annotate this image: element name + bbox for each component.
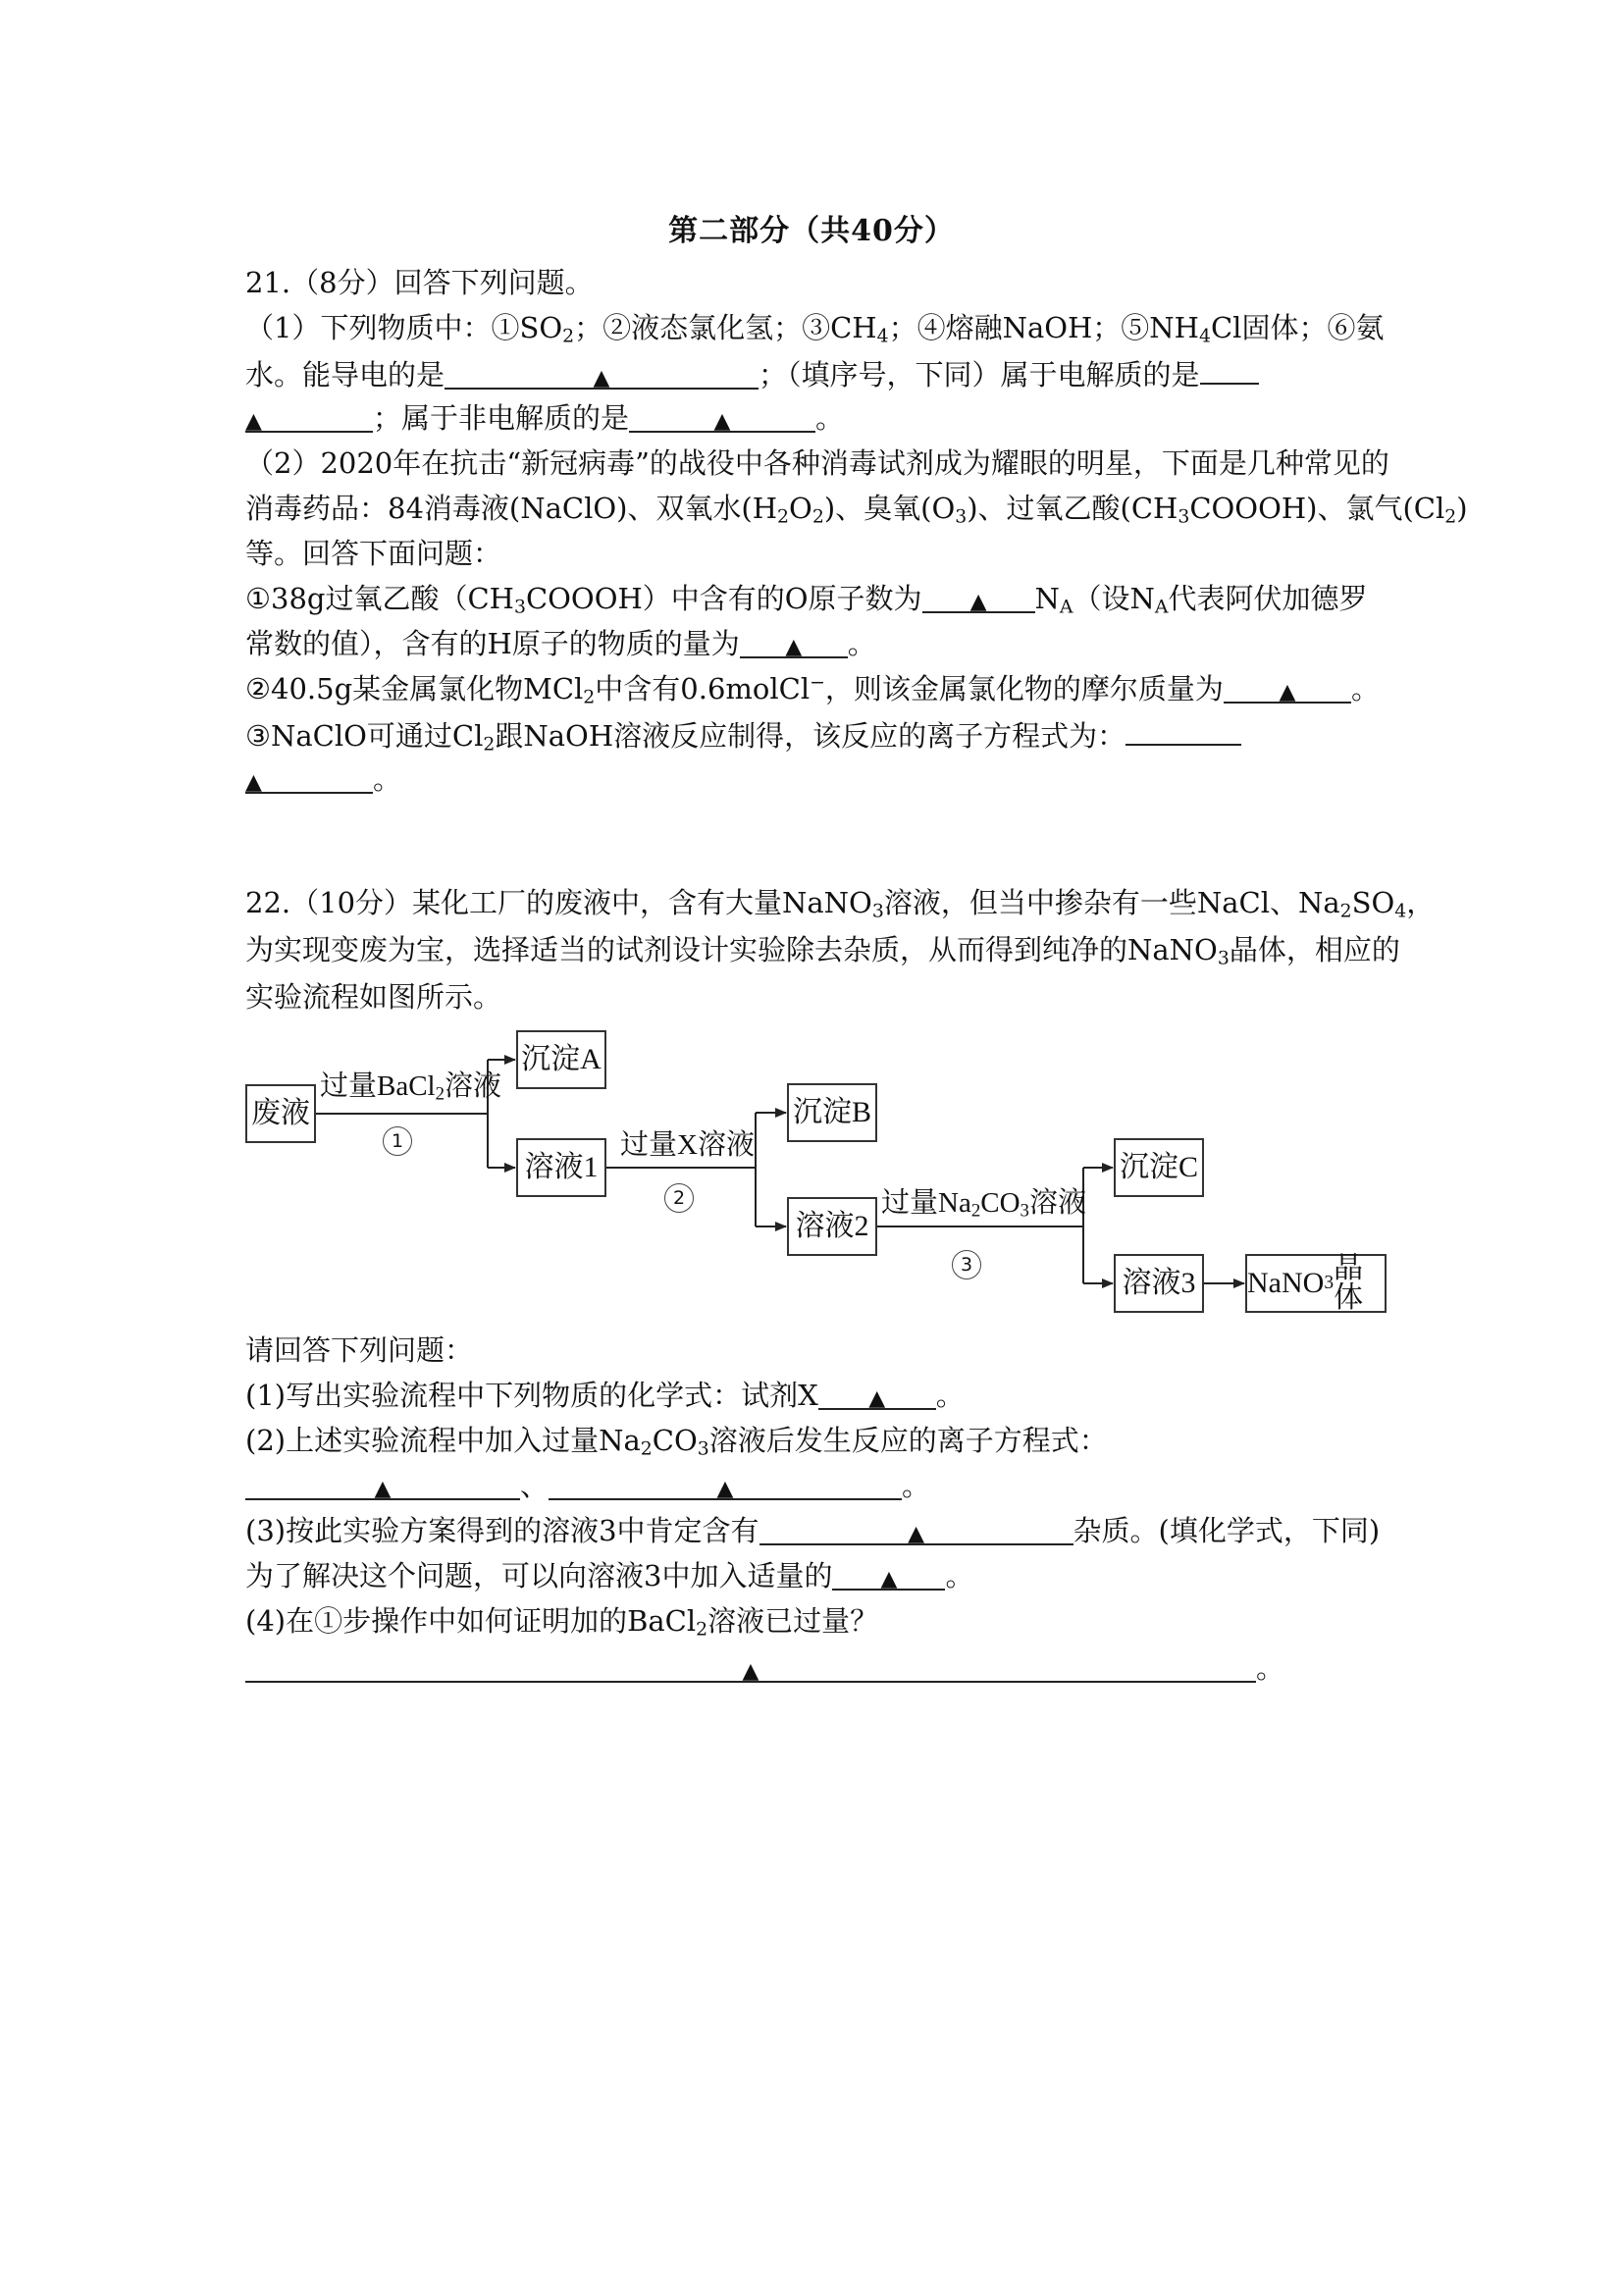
answer-blank-o-atoms[interactable]: ▲ — [922, 582, 1035, 613]
answer-blank-reagent-x[interactable]: ▲ — [818, 1379, 936, 1410]
q21-part1-line3: ▲ ；属于非电解质的是 ▲ 。 — [245, 401, 845, 435]
q22-item4-line2: ▲ 。 — [245, 1648, 1284, 1688]
flow-box-precipitate-b: 沉淀B — [787, 1083, 877, 1142]
flow-step1-number: 1 — [383, 1126, 412, 1156]
q22-item3-line2: 为了解决这个问题，可以向溶液3中加入适量的 ▲ 。 — [245, 1559, 974, 1592]
answer-blank-ion-equation-cont[interactable]: ▲ — [245, 762, 373, 794]
q21-sub3-line1: ③NaClO可通过$Cl_2$跟NaOH溶液反应制得，该反应的离子方程式为： — [245, 714, 1241, 756]
flow-label-step1: 过量BaCl$_2$溶液 — [320, 1070, 502, 1105]
answer-blank-impurity[interactable]: ▲ — [759, 1514, 1073, 1545]
answer-blank-molar-mass[interactable]: ▲ — [1224, 672, 1351, 704]
q21-sub2: ②40.5g某金属氯化物MCl$_2$中含有0.6molCl−，则该金属氯化物的摩尔质量为 ▲ 。 — [245, 672, 1380, 708]
flow-step2-number: 2 — [664, 1183, 694, 1213]
q21-part1-line2: 水。能导电的是 ▲ ；（填序号，下同）属于电解质的是 — [245, 353, 1259, 394]
flow-box-precipitate-a: 沉淀A — [516, 1030, 606, 1089]
flow-box-solution-2: 溶液2 — [787, 1197, 877, 1256]
q21-title: 21.（8分）回答下列问题。 — [245, 266, 594, 299]
q21-part2-line2: 消毒药品：84消毒液(NaClO)、双氧水$(H_2O_2)$、臭氧$(O_3)$、过氧乙酸$(CH_3COOOH)$、氯气$(Cl_2)$ — [245, 492, 1468, 528]
flow-box-waste: 废液 — [245, 1084, 316, 1143]
flow-box-solution-1: 溶液1 — [516, 1138, 606, 1197]
flow-label-step3: 过量$Na_2CO_3$溶液 — [881, 1187, 1086, 1222]
q21-sub1-line1: ①38g过氧乙酸$(CH_3COOOH)$中含有的O原子数为 ▲ $N_A$（设$N_A$代表阿伏加德罗 — [245, 582, 1368, 618]
answer-blank-equation-1[interactable]: ▲ — [245, 1469, 520, 1500]
flow-box-precipitate-c: 沉淀C — [1114, 1138, 1204, 1197]
answer-blank-excess-proof[interactable]: ▲ — [245, 1651, 1256, 1683]
q22-line2: 为实现变废为宝，选择适当的试剂设计实验除去杂质，从而得到纯净的NaNO$_3$晶体，相应的 — [245, 933, 1400, 969]
q21-part1-line1: （1）下列物质中：$①SO_2$；②液态氯化氢；$③CH_4$；④熔融NaOH；$⑤NH_4Cl$固体；⑥氨 — [245, 311, 1385, 347]
section-heading: 第二部分（共40分） — [668, 214, 955, 248]
flow-box-solution-3: 溶液3 — [1114, 1254, 1204, 1313]
answer-blank-equation-2[interactable]: ▲ — [549, 1469, 902, 1500]
flow-label-step2: 过量X溶液 — [620, 1129, 755, 1161]
q21-part2-line3: 等。回答下面问题： — [245, 537, 502, 570]
q21-sub1-line2: 常数的值），含有的H原子的物质的量为 ▲ 。 — [245, 627, 876, 660]
q22-line3: 实验流程如图所示。 — [245, 980, 502, 1014]
flow-box-nano3-crystal: NaNO 3 晶体 — [1245, 1254, 1387, 1313]
q22-item4-line1: (4)在①步操作中如何证明加的BaCl$_2$溶液已过量？ — [245, 1604, 879, 1641]
answer-blank-nonelectrolyte[interactable]: ▲ — [629, 401, 815, 433]
q22-item2-line2: ▲ 、 ▲ 。 — [245, 1466, 930, 1505]
answer-blank-electrolyte-cont[interactable]: ▲ — [245, 401, 373, 433]
q22-item2-line1: (2)上述实验流程中加入过量$Na_2CO_3$溶液后发生反应的离子方程式： — [245, 1424, 1108, 1460]
q22-item1: (1)写出实验流程中下列物质的化学式：试剂X ▲ 。 — [245, 1379, 965, 1412]
answer-blank-add-reagent[interactable]: ▲ — [832, 1559, 945, 1591]
answer-blank-h-moles[interactable]: ▲ — [740, 627, 848, 658]
q22-item3-line1: (3)按此实验方案得到的溶液3中肯定含有 ▲ 杂质。(填化学式，下同) — [245, 1514, 1381, 1547]
q21-sub3-line2: ▲ 。 — [245, 762, 402, 796]
q22-ask: 请回答下列问题： — [245, 1333, 474, 1367]
q21-part2-line1: （2）2020年在抗击“新冠病毒”的战役中各种消毒试剂成为耀眼的明星，下面是几种常见的 — [245, 446, 1389, 480]
answer-blank-conductive[interactable]: ▲ — [445, 358, 759, 390]
flow-step3-number: 3 — [952, 1250, 981, 1279]
q22-line1: 22.（10分）某化工厂的废液中，含有大量NaNO$_3$溶液，但当中掺杂有一些NaCl、$Na_2SO_4$， — [245, 886, 1436, 922]
